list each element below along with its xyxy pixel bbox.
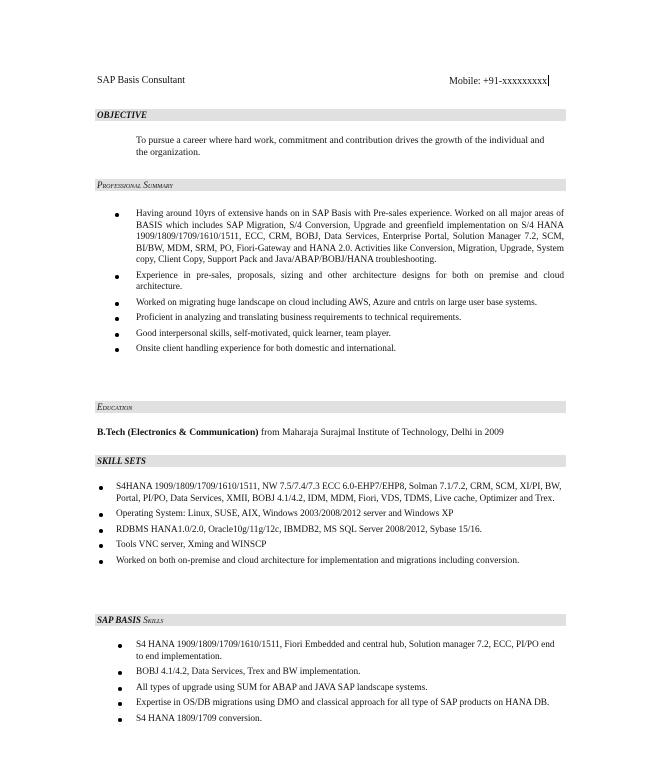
bullet-icon (115, 317, 119, 321)
bullet-icon (99, 529, 103, 533)
skills-heading: SKILL SETS (95, 455, 566, 467)
list-item: Worked on both on-premise and cloud architecture for implementation and migrations including conversion. (116, 556, 566, 568)
list-item: S4 HANA 1909/1809/1709/1610/1511, Fiori Embedded and central hub, Solution manager 7.2, ECC, PI/PO end to end implementation. (136, 640, 564, 663)
bullet-icon (115, 333, 119, 337)
bullet-icon (118, 644, 122, 648)
bullet-icon (115, 302, 119, 306)
summary-heading: Professional Summary (95, 179, 566, 191)
list-item: Onsite client handling experience for both domestic and international. (136, 344, 564, 356)
list-item: Experience in pre-sales, proposals, sizing and other architecture designs for both on premise and cloud architecture. (136, 271, 564, 294)
bullet-icon (99, 486, 103, 490)
bullet-icon (99, 544, 103, 548)
bullet-icon (118, 718, 122, 722)
job-title: SAP Basis Consultant (97, 75, 185, 86)
bullet-icon (115, 213, 119, 217)
list-item: Operating System: Linux, SUSE, AIX, Windows 2003/2008/2012 server and Windows XP (116, 509, 566, 521)
list-item: S4HANA 1909/1809/1709/1610/1511, NW 7.5/7.4/7.3 ECC 6.0-EHP7/EHP8, Solman 7.1/7.2, CRM, SCM, XI/PI, BW, Portal, PI/PO, Data Services, XMII, BOBJ 4.1/4.2, IDM, MDM, Fiori, VDS, TDMS, Live cache, Optimizer and Trex. (116, 482, 566, 505)
bullet-icon (99, 513, 103, 517)
list-item: Good interpersonal skills, self-motivated, quick learner, team player. (136, 329, 564, 341)
list-item: Worked on migrating huge landscape on cloud including AWS, Azure and cntrls on large user base systems. (136, 298, 564, 310)
list-item: Tools VNC server, Xming and WINSCP (116, 540, 566, 552)
education-entry: B.Tech (Electronics & Communication) from Maharaja Surajmal Institute of Technology, Delhi in 2009 (97, 427, 504, 438)
bullet-icon (115, 348, 119, 352)
objective-heading: OBJECTIVE (95, 109, 566, 121)
bullet-icon (118, 702, 122, 706)
skills-list (116, 482, 566, 567)
basis-skills-list (136, 640, 564, 725)
list-item: Having around 10yrs of extensive hands on in SAP Basis with Pre-sales experience. Worked on all major areas of BASIS which includes SAP Migration, S/4 Conversion, Upgrade and greenfield implementation on S/4 HANA 1909/1809/1709/1610/1511, ECC, CRM, BOBJ, Data Services, Enterprise Portal, Solution Manager 7.2, SCM, BI/BW, MDM, SRM, PO, Fiori-Gateway and HANA 2.0. Activities like Conversion, Migration, Upgrade, System copy, Client Copy, Support Pack and Java/ABAP/BOBJ/HANA troubleshooting. (136, 209, 564, 267)
list-item: RDBMS HANA1.0/2.0, Oracle10g/11g/12c, IBMDB2, MS SQL Server 2008/2012, Sybase 15/16. (116, 525, 566, 537)
list-item: BOBJ 4.1/4.2, Data Services, Trex and BW implementation. (136, 667, 564, 679)
bullet-icon (115, 275, 119, 279)
bullet-icon (99, 560, 103, 564)
objective-text: To pursue a career where hard work, commitment and contribution drives the growth of the individual and the organization. (136, 135, 545, 158)
bullet-icon (118, 687, 122, 691)
text-cursor (548, 75, 549, 86)
bullet-icon (118, 671, 122, 675)
list-item: All types of upgrade using SUM for ABAP and JAVA SAP landscape systems. (136, 683, 564, 695)
list-item: Proficient in analyzing and translating business requirements to technical requirements. (136, 313, 564, 325)
basis-skills-heading: SAP BASIS Skills (95, 614, 566, 626)
education-heading: Education (95, 401, 566, 413)
mobile-number: Mobile: +91-xxxxxxxxx (449, 76, 548, 87)
summary-list (136, 209, 564, 356)
list-item: S4 HANA 1809/1709 conversion. (136, 714, 564, 726)
list-item: Expertise in OS/DB migrations using DMO and classical approach for all type of SAP products on HANA DB. (136, 698, 564, 710)
